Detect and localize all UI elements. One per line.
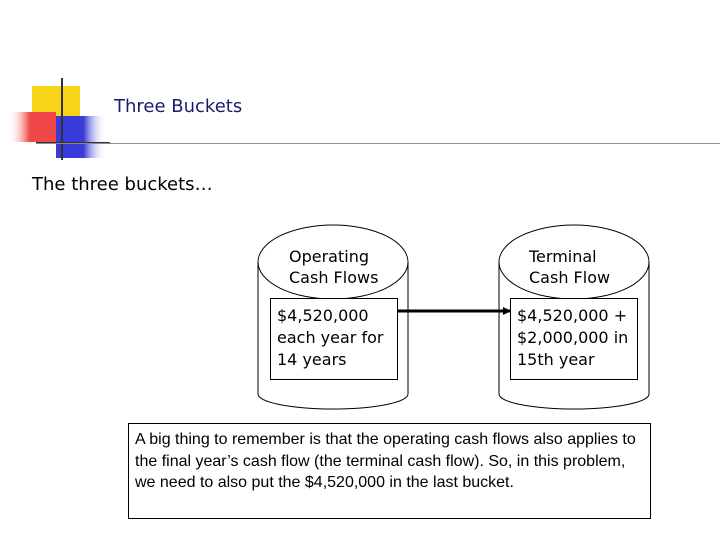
bucket-operating-heading: Operating Cash Flows [289, 247, 379, 287]
note-callout: A big thing to remember is that the operating cash flows also applies to the final year’s cash flow (the terminal cash flow). So, in this problem, we need to also put the $4,520,000 in the last bucket. [128, 423, 651, 519]
bucket-terminal-content: $4,520,000 + $2,000,000 in 15th year [510, 298, 638, 380]
slide-subtitle: The three buckets… [32, 174, 213, 195]
slide-title: Three Buckets [114, 96, 243, 117]
bucket-operating-content: $4,520,000 each year for 14 years [270, 298, 398, 380]
bucket-terminal-heading: Terminal Cash Flow [529, 247, 611, 287]
